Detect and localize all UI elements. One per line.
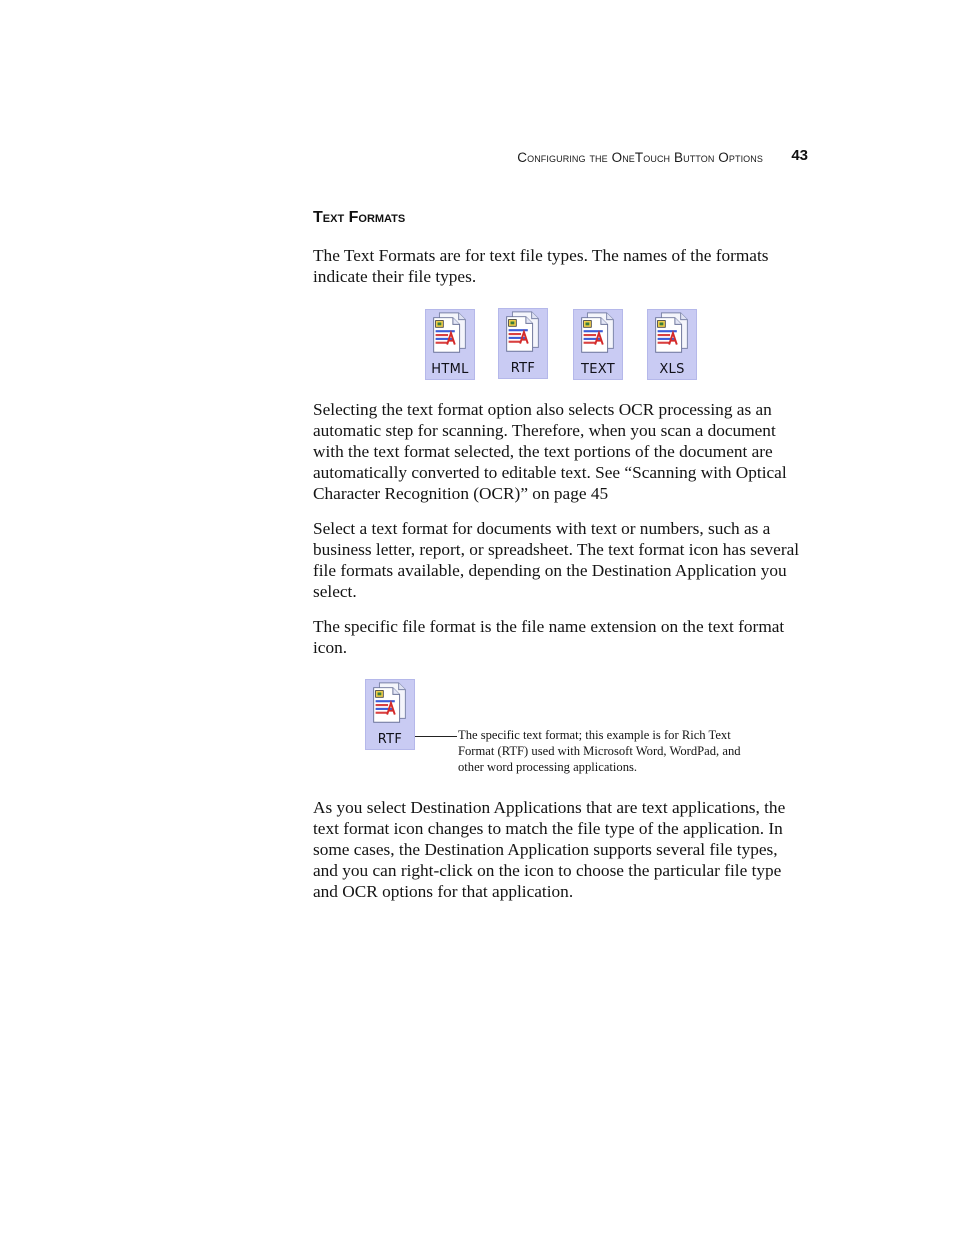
select-format-paragraph: Select a text format for documents with text or numbers, such as a business letter, report, or spreadsheet. The text format icon has several file formats available, depending on the Destination Application you select.	[313, 519, 800, 601]
running-header	[0, 147, 954, 169]
destination-paragraph: As you select Destination Applications that are text applications, the text format icon changes to match the file type of the application. In some cases, the Destination Application supports several file types, and you can right-click on the icon to choose the particular file type and OCR options for that application.	[313, 798, 786, 901]
section-heading: Text Formats	[313, 209, 406, 226]
intro-paragraph: The Text Formats are for text file types. The names of the formats indicate their file types.	[313, 246, 769, 286]
html-format-icon[interactable]	[425, 309, 475, 380]
chapter-title: Configuring the OneTouch Button Options	[517, 150, 763, 165]
ocr-paragraph: Selecting the text format option also selects OCR processing as an automatic step for scanning. Therefore, when you scan a document with the text format selected, the text portions of the document are automatically converted to editable text. See “Scanning with Optical Character Recognition (OCR)” on page 45	[313, 400, 787, 503]
text-format-icon[interactable]	[573, 309, 623, 380]
page-number: 43	[791, 147, 808, 164]
rtf-example-icon[interactable]	[365, 679, 415, 750]
format-label-rtf: RTF	[510, 361, 536, 376]
file-extension-paragraph: The specific file format is the file name extension on the text format icon.	[313, 617, 785, 657]
format-label-html: HTML	[431, 362, 469, 377]
text-document-icon	[426, 310, 474, 358]
callout-text: The specific text format; this example is for Rich Text Format (RTF) used with Microsoft Word, WordPad, and other word processing applications.	[458, 728, 741, 774]
callout-line	[415, 736, 457, 737]
rtf-format-icon[interactable]	[498, 308, 548, 379]
text-document-icon	[574, 310, 622, 358]
text-document-icon	[499, 309, 547, 357]
format-label-text: TEXT	[581, 362, 615, 377]
format-label-xls: XLS	[659, 362, 685, 377]
xls-format-icon[interactable]	[647, 309, 697, 380]
text-document-icon	[366, 680, 414, 728]
example-format-label: RTF	[377, 732, 403, 747]
text-document-icon	[648, 310, 696, 358]
